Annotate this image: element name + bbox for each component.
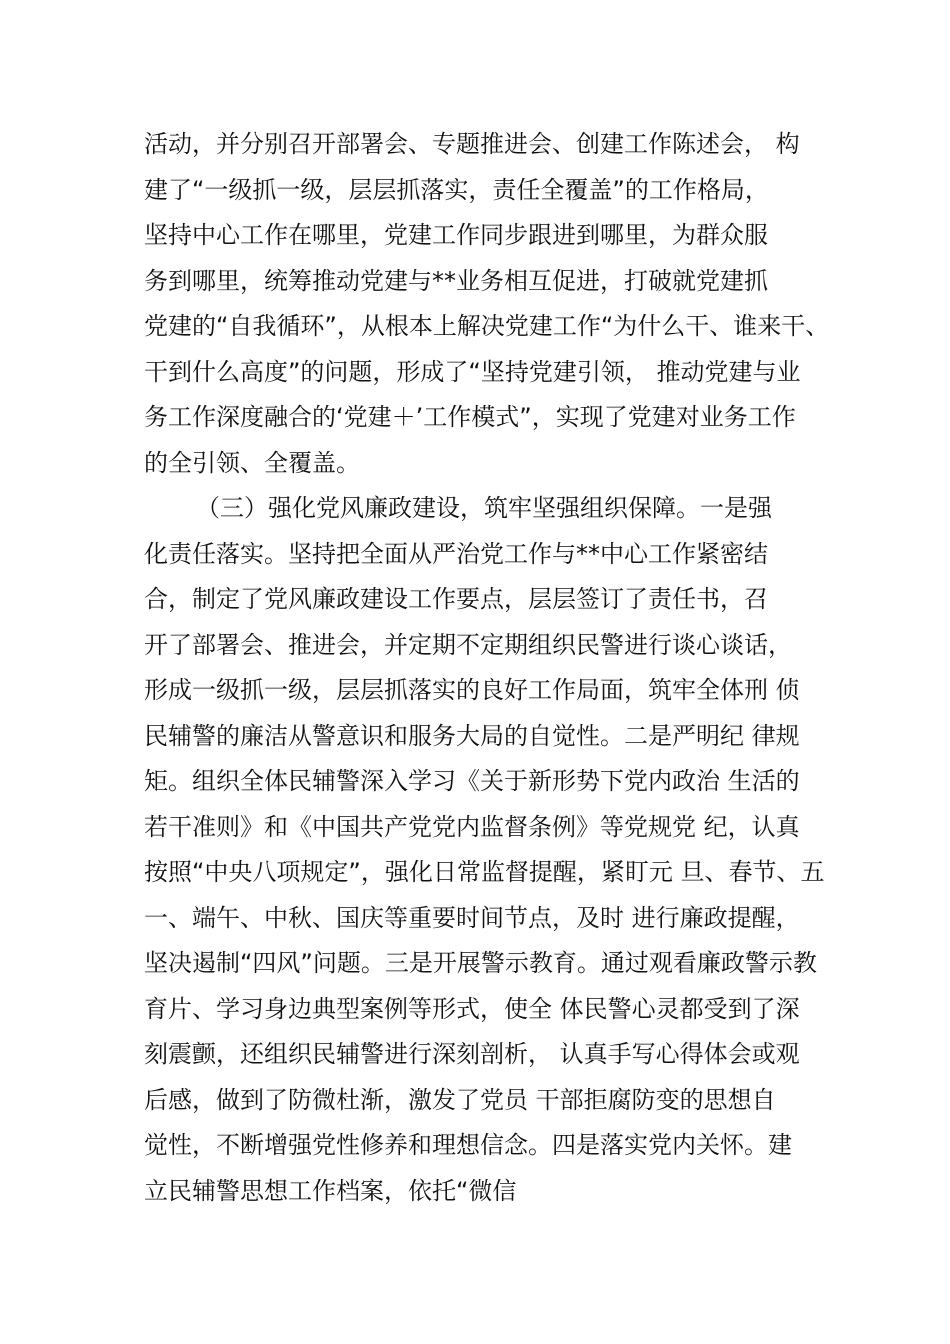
text-line: 务工作深度融合的‘党建＋’工作模式”，实现了党建对业务工作 xyxy=(144,403,796,431)
text-line: 的全引领、全覆盖。 xyxy=(144,448,360,477)
text-line: 若干准则》和《中国共产党党内监督条例》等党规党 纪，认真 xyxy=(144,812,800,841)
text-line: 刻震颤，还组织民辅警进行深刻剖析， 认真手写心得体会或观 xyxy=(144,1040,800,1068)
text-line: 一、端午、中秋、国庆等重要时间节点，及时 进行廉政提醒， xyxy=(144,903,800,932)
text-line: 开了部署会、推进会，并定期不定期组织民警进行谈心谈话， xyxy=(144,630,792,659)
text-line: 干到什么高度”的问题，形成了“坚持党建引领， 推动党建与业 xyxy=(144,357,801,386)
text-line: 育片、学习身边典型案例等形式，使全 体民警心灵都受到了深 xyxy=(144,994,800,1023)
text-line: 立民辅警思想工作档案，依托“微信 xyxy=(144,1176,517,1205)
section-heading-line: （三）强化党风廉政建设，筑牢坚强组织保障。一是强 xyxy=(196,494,772,522)
text-line: 化责任落实。坚持把全面从严治党工作与**中心工作紧密结 xyxy=(144,539,768,568)
text-line: 坚决遏制“四风”问题。三是开展警示教育。通过观看廉政警示教 xyxy=(144,949,817,977)
text-line: 形成一级抓一级，层层抓落实的良好工作局面，筑牢全体刑 侦 xyxy=(144,676,800,704)
text-line: 党建的“自我循环”，从根本上解决党建工作“为什么干、谁来干、 xyxy=(144,312,830,340)
text-line: 矩。组织全体民辅警深入学习《关于新形势下党内政治 生活的 xyxy=(144,767,800,795)
text-line: 按照“中央八项规定”，强化日常监督提醒，紧盯元 旦、春节、五 xyxy=(144,858,825,886)
text-line: 活动，并分别召开部署会、专题推进会、创建工作陈述会， 构 xyxy=(144,130,800,158)
text-line: 觉性，不断增强党性修养和理想信念。四是落实党内关怀。建 xyxy=(144,1131,792,1159)
text-line: 合，制定了党风廉政建设工作要点，层层签订了责任书，召 xyxy=(144,585,768,613)
text-line: 建了“一级抓一级，层层抓落实，责任全覆盖”的工作格局， xyxy=(144,175,769,204)
text-line: 民辅警的廉洁从警意识和服务大局的自觉性。二是严明纪 律规 xyxy=(144,721,800,750)
body-text xyxy=(144,122,844,1214)
text-line: 坚持中心工作在哪里，党建工作同步跟进到哪里，为群众服 xyxy=(144,221,768,249)
text-line: 务到哪里，统筹推动党建与**业务相互促进，打破就党建抓 xyxy=(144,266,768,295)
text-line: 后感，做到了防微杜渐，激发了党员 干部拒腐防变的思想自 xyxy=(144,1085,776,1114)
